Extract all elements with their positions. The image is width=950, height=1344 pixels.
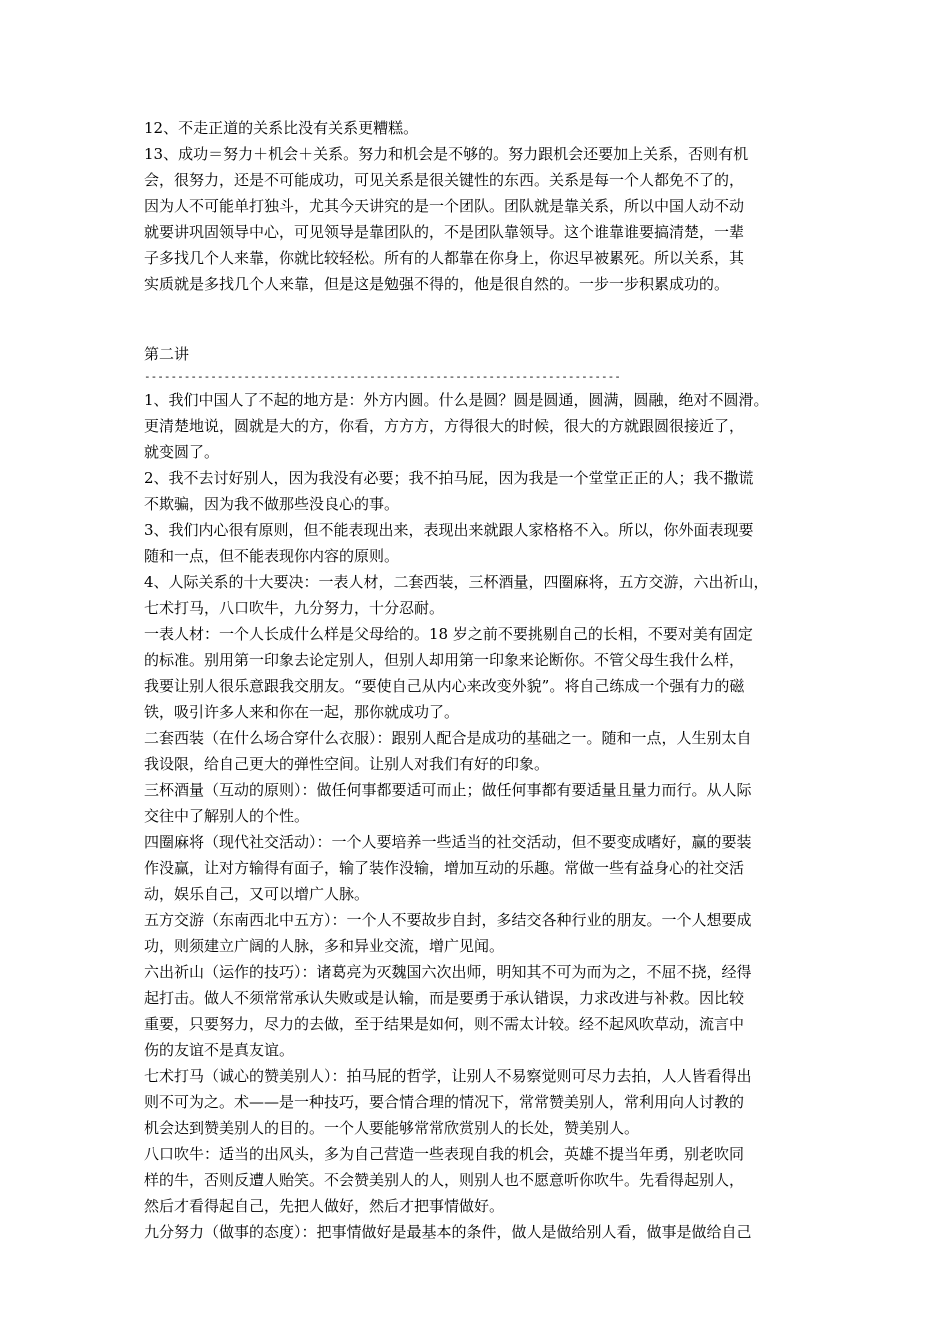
text-line: 七术打马（诚心的赞美别人）：拍马屁的哲学，让别人不易察觉则可尽力去拍，人人皆看得出 (144, 1067, 752, 1085)
text-line: 四圈麻将（现代社交活动）：一个人要培养一些适当的社交活动，但不要变成嗜好，赢的要装 (144, 833, 752, 851)
text-line: 2、我不去讨好别人，因为我没有必要；我不拍马屁，因为我是一个堂堂正正的人；我不撒谎 (144, 469, 754, 487)
section-2-header (144, 341, 816, 387)
text-line: 子多找几个人来靠，你就比较轻松。所有的人都靠在你身上，你迟早被累死。所以关系，其 (144, 249, 745, 267)
text-line: 铁，吸引许多人来和你在一起，那你就成功了。 (144, 703, 460, 721)
text-line: 六出祈山（运作的技巧）：诸葛亮为灭魏国六次出师，明知其不可为而为之，不屈不挠，经得 (144, 963, 752, 981)
text-line: 3、我们内心很有原则，但不能表现出来，表现出来就跟人家格格不入。所以，你外面表现要 (144, 521, 754, 539)
text-line: 五方交游（东南西北中五方）：一个人不要故步自封，多结交各种行业的朋友。一个人想要成 (144, 911, 752, 929)
text-line: 九分努力（做事的态度）：把事情做好是最基本的条件，做人是做给别人看，做事是做给自己 (144, 1223, 752, 1241)
text-line: 不欺骗，因为我不做那些没良心的事。 (144, 495, 400, 513)
section-2-heading: 第二讲 (144, 345, 190, 363)
text-line: 机会达到赞美别人的目的。一个人要能够常常欣赏别人的长处，赞美别人。 (144, 1119, 640, 1137)
text-line: 就要讲巩固领导中心，可见领导是靠团队的，不是团队靠领导。这个谁靠谁要搞清楚，一辈 (144, 223, 745, 241)
text-line: 动，娱乐自己，又可以增广人脉。 (144, 885, 370, 903)
text-line: 交往中了解别人的个性。 (144, 807, 310, 825)
section-1-text (144, 115, 816, 297)
text-line: 就变圆了。 (144, 443, 220, 461)
text-line: 功，则须建立广阔的人脉，多和异业交流，增广见闻。 (144, 937, 505, 955)
text-line: 伤的友谊不是真友谊。 (144, 1041, 295, 1059)
text-line: 作没赢，让对方输得有面子，输了装作没输，增加互动的乐趣。常做一些有益身心的社交活 (144, 859, 745, 877)
text-line: 1、我们中国人了不起的地方是：外方内圆。什么是圆？圆是圆通，圆满，圆融，绝对不圆滑。 (144, 391, 769, 409)
text-line: 的标准。别用第一印象去论定别人，但别人却用第一印象来论断你。不管父母生我什么样， (144, 651, 745, 669)
text-line: 实质就是多找几个人来靠，但是这是勉强不得的，他是很自然的。一步一步积累成功的。 (144, 275, 730, 293)
text-line: 重要，只要努力，尽力的去做，至于结果是如何，则不需太计较。经不起风吹草动，流言中 (144, 1015, 745, 1033)
text-line: 一表人材：一个人长成什么样是父母给的。18 岁之前不要挑剔自己的长相，不要对美有固定 (144, 625, 753, 643)
text-line: 会，很努力，还是不可能成功，可见关系是很关键性的东西。关系是每一个人都免不了的， (144, 171, 745, 189)
text-line: 八口吹牛：适当的出风头，多为自己营造一些表现自我的机会，英雄不提当年勇，别老吹同 (144, 1145, 745, 1163)
text-line: 我设限，给自己更大的弹性空间。让别人对我们有好的印象。 (144, 755, 550, 773)
text-line: 4、人际关系的十大要决：一表人材，二套西装，三杯酒量，四圈麻将，五方交游，六出祈山， (144, 573, 769, 591)
text-line: 随和一点，但不能表现你内容的原则。 (144, 547, 400, 565)
section-2-text (144, 387, 816, 1245)
text-line: 更清楚地说，圆就是大的方，你看，方方方，方得很大的时候，很大的方就跟圆很接近了， (144, 417, 745, 435)
text-line: 二套西装（在什么场合穿什么衣服）：跟别人配合是成功的基础之一。随和一点，人生别太自 (144, 729, 752, 747)
text-line: 然后才看得起自己，先把人做好，然后才把事情做好。 (144, 1197, 505, 1215)
text-line: 因为人不可能单打独斗，尤其今天讲究的是一个团队。团队就是靠关系，所以中国人动不动 (144, 197, 745, 215)
text-line: 12、不走正道的关系比没有关系更糟糕。 (144, 119, 419, 137)
divider-rule: ------------------------------------------------------------------------ (144, 370, 621, 383)
text-line: 样的牛，否则反遭人贻笑。不会赞美别人的人，则别人也不愿意听你吹牛。先看得起别人， (144, 1171, 745, 1189)
text-line: 则不可为之。术——是一种技巧，要合情合理的情况下，常常赞美别人，常利用向人讨教的 (144, 1093, 745, 1111)
text-line: 七术打马，八口吹牛，九分努力，十分忍耐。 (144, 599, 445, 617)
text-line: 我要让别人很乐意跟我交朋友。“要使自己从内心来改变外貌”。将自己练成一个强有力的磁 (144, 677, 745, 695)
text-line: 起打击。做人不须常常承认失败或是认输，而是要勇于承认错误，力求改进与补救。因比较 (144, 989, 745, 1007)
text-line: 13、成功＝努力＋机会＋关系。努力和机会是不够的。努力跟机会还要加上关系，否则有机 (144, 145, 749, 163)
text-line: 三杯酒量（互动的原则）：做任何事都要适可而止；做任何事都有要适量且量力而行。从人际 (144, 781, 752, 799)
